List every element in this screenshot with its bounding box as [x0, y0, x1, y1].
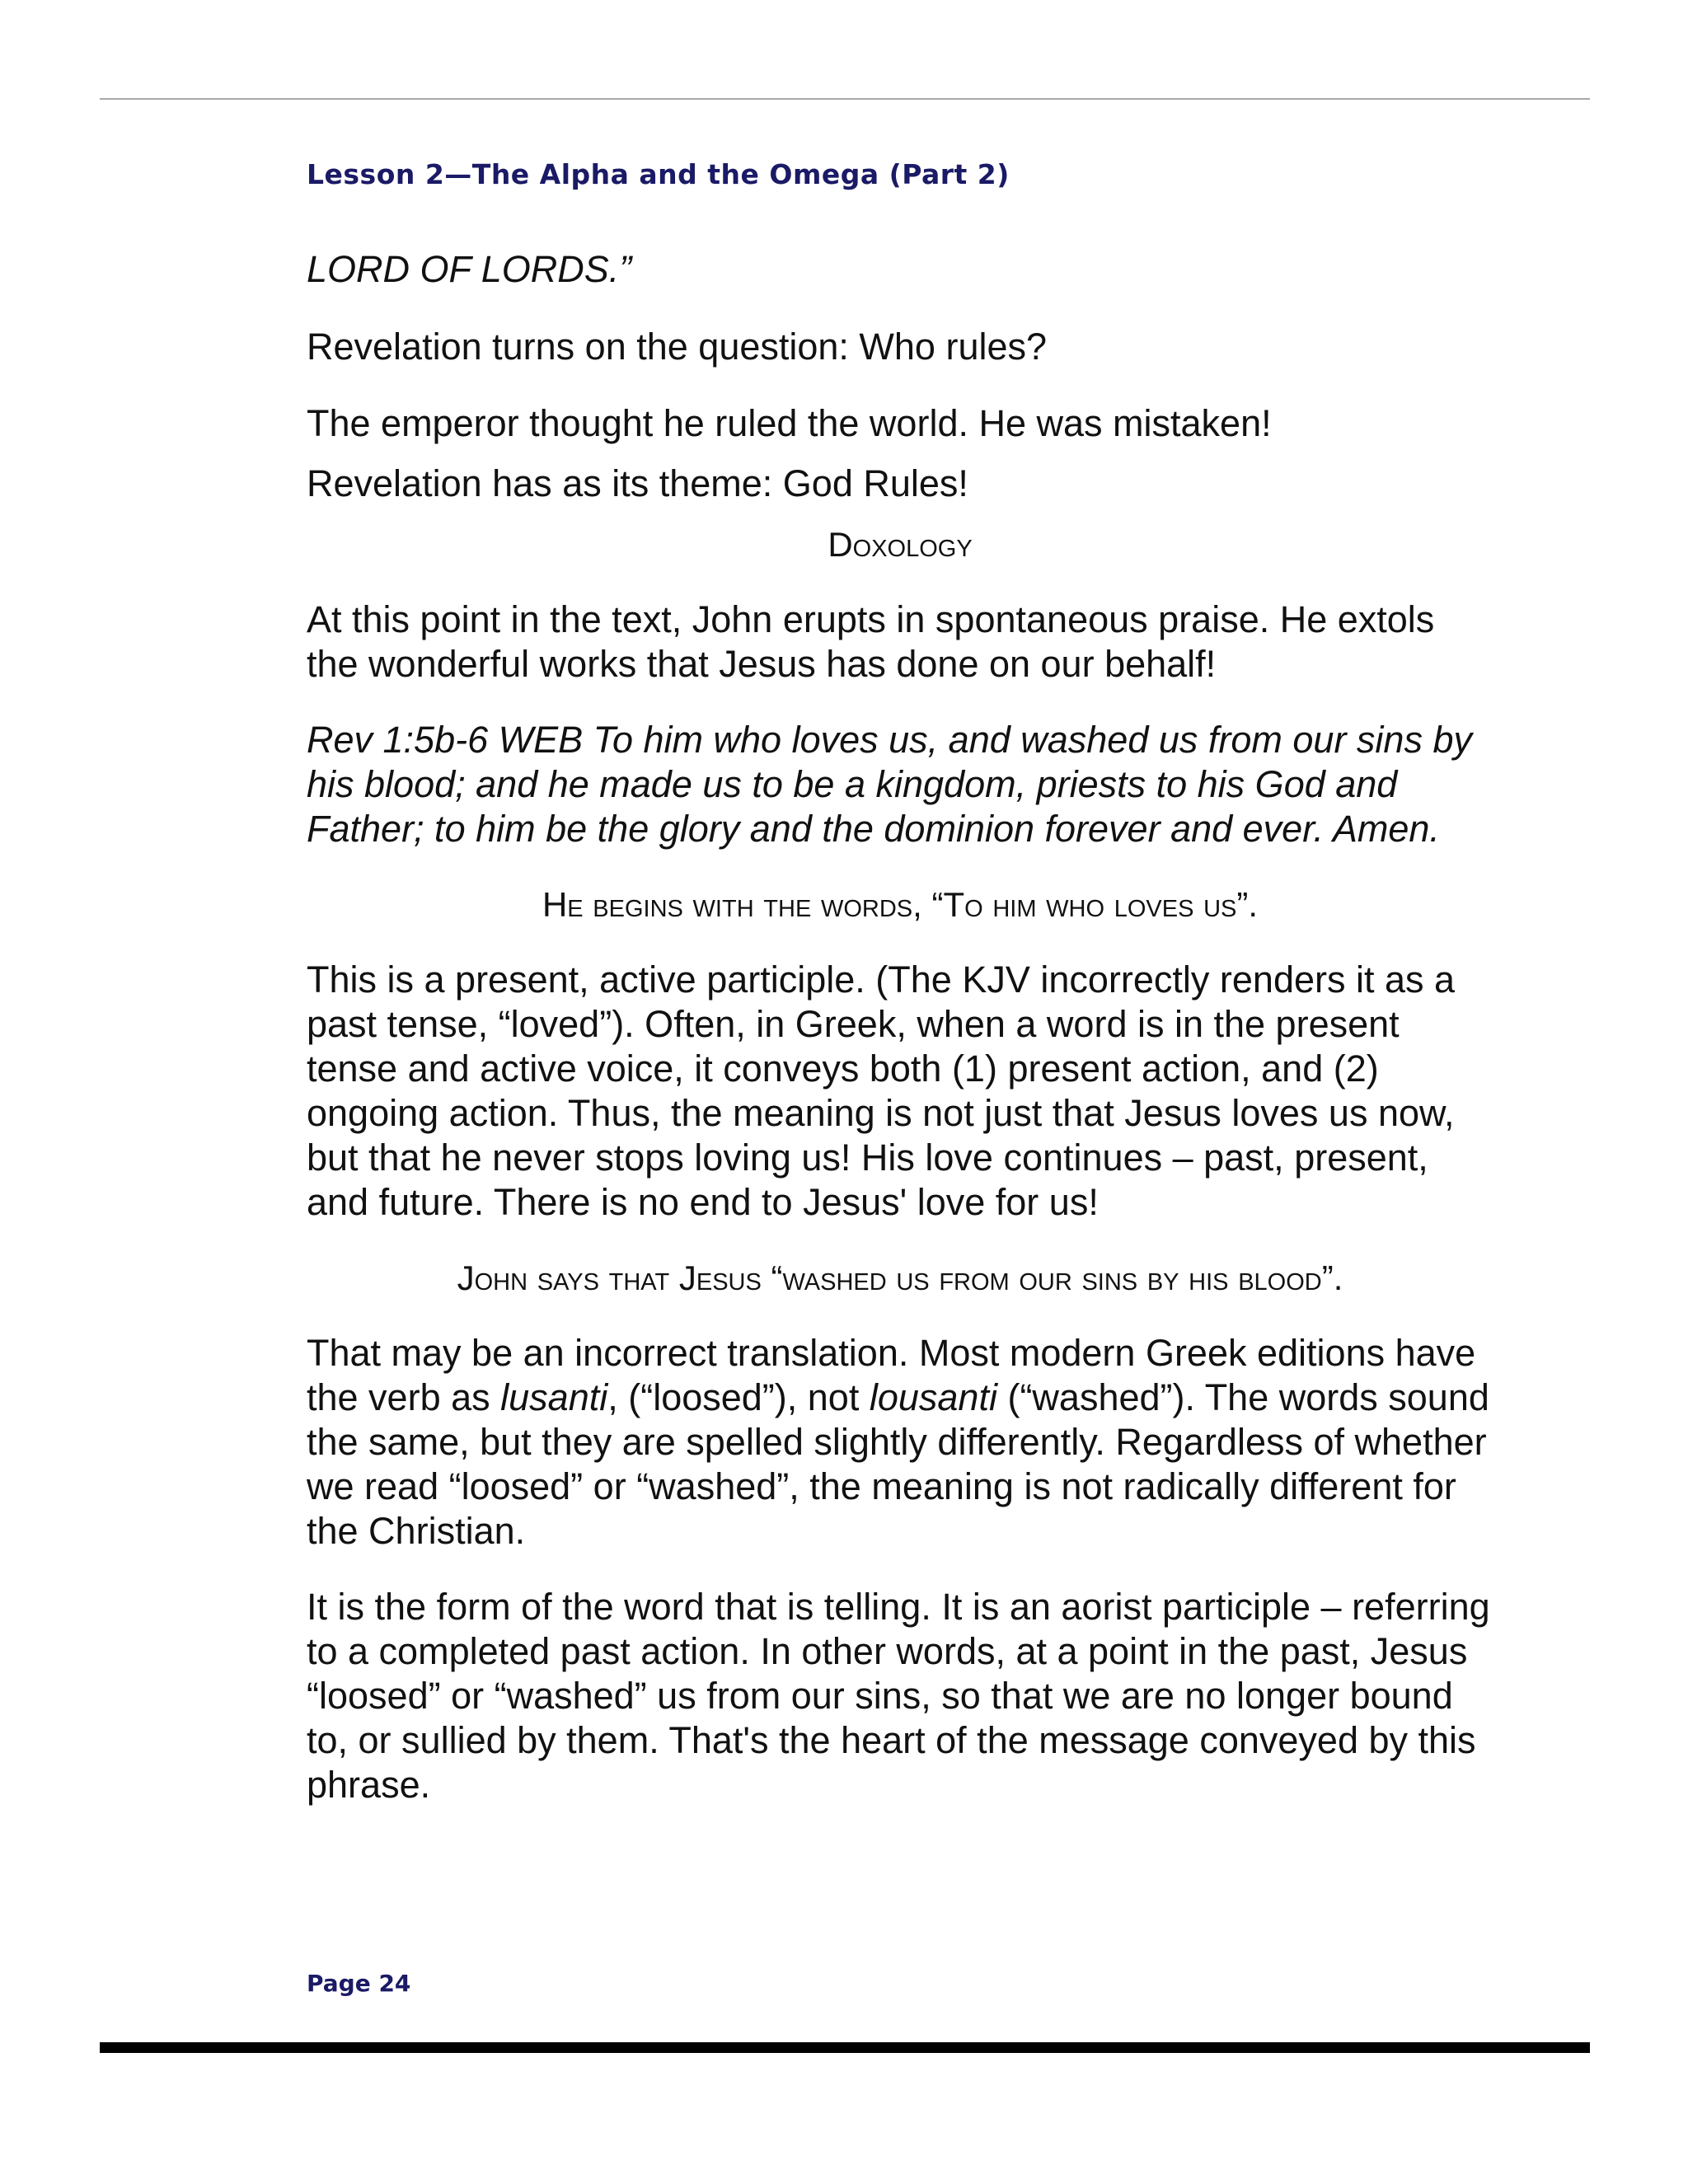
translation-text-1: That may be an incorrect translation. Most modern Greek editions have the verb as: [307, 1332, 1476, 1418]
paragraph-lord-of-lords: LORD OF LORDS.”: [307, 248, 632, 290]
section-heading-doxology: Doxology: [828, 525, 973, 564]
section-heading-washed: John says that Jesus “washed us from our sins by his blood”.: [457, 1258, 1343, 1297]
paragraph-present-participle: This is a present, active participle. (The KJV incorrectly renders it as a past tense, “loved”). Often, in Greek, when a word is in the present tense and active voice, it conveys both (1) present action, and (2) ongoing action. Thus, the meaning is not just that Jesus loves us now, but that he never stops loving us! His love continues – past, present, and future. There is no end to Jesus' love for us!: [307, 958, 1456, 1223]
header-divider: [100, 98, 1590, 100]
paragraph-theme: Revelation has as its theme: God Rules!: [307, 462, 968, 504]
paragraph-aorist: It is the form of the word that is telling. It is an aorist participle – referring to a completed past action. In other words, at a point in the past, Jesus “loosed” or “washed” us from our sins, so that we are no longer bound to, or sullied by them. That's the heart of the message conveyed by this phrase.: [307, 1586, 1490, 1806]
paragraph-praise: At this point in the text, John erupts in spontaneous praise. He extols the wonderful works that Jesus has done on our behalf!: [307, 598, 1435, 685]
page-body: [307, 247, 1493, 1807]
section-heading-loves-us: He begins with the words, “To him who loves us”.: [542, 885, 1259, 924]
greek-term-lusanti: lusanti: [500, 1376, 608, 1418]
paragraph-who-rules: Revelation turns on the question: Who rules?: [307, 326, 1048, 368]
paragraph-emperor: The emperor thought he ruled the world. He was mistaken!: [307, 402, 1272, 444]
running-header-title: Lesson 2—The Alpha and the Omega (Part 2): [307, 158, 1010, 190]
scripture-quote-rev-1-5: Rev 1:5b-6 WEB To him who loves us, and washed us from our sins by his blood; and he made us to be a kingdom, priests to his God and Father; to him be the glory and the dominion forever and ever. Amen.: [307, 719, 1472, 850]
page-number: Page 24: [307, 1970, 411, 1997]
greek-term-lousanti: lousanti: [869, 1376, 997, 1418]
paragraph-translation: [307, 1331, 1493, 1554]
translation-text-2: , (“loosed”), not: [607, 1376, 870, 1418]
footer-divider: [100, 2042, 1590, 2053]
translation-text-3: (“washed”). The words sound the same, but they are spelled slightly differently. Regardless of whether we read “loosed” or “washed”, the meaning is not radically different for the Christian.: [307, 1376, 1489, 1552]
